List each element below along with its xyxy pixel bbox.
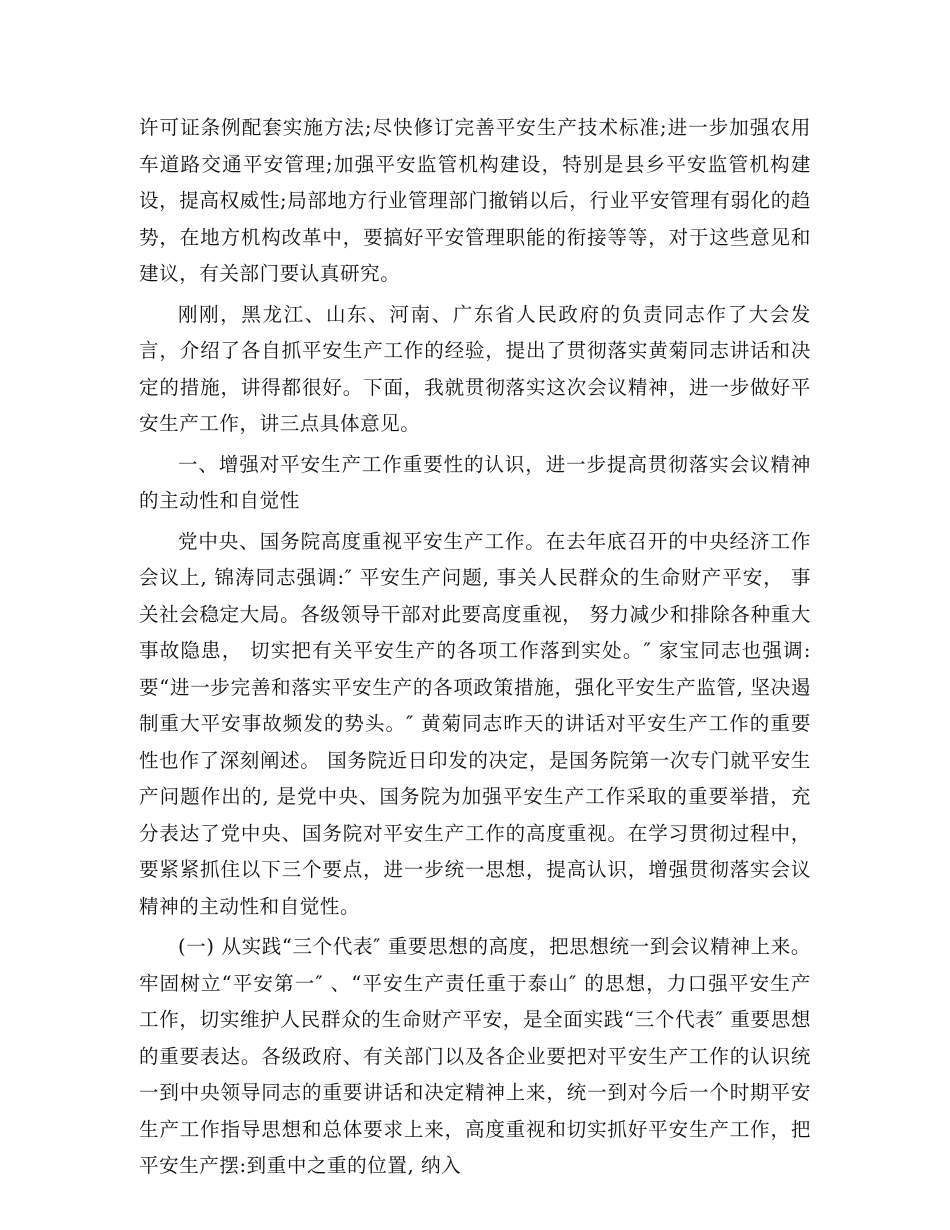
paragraph-speakers-intro: 刚刚，黑龙江、山东、河南、广东省人民政府的负责同志作了大会发言，介绍了各自抓平安生产工作的经验，提出了贯彻落实黄菊同志讲话和决定的措施，讲得都很好。下面，我就贯彻落实这次会议精神，进一步做好平安生产工作，讲三点具体意见。 xyxy=(139,302,811,435)
document-page xyxy=(139,110,811,1189)
paragraph-central-importance: 党中央、国务院高度重视平安生产工作。在去年底召开的中央经济工作会议上, 锦涛同志强调:″ 平安生产问题, 事关人民群众的生命财产平安， 事关社会稳定大局。各级领导干部对此要高度重视， 努力减少和排除各种重大事故隐患， 切实把有关平安生产的各项工作落到实处。″ 家宝同志也强调:要“进一步完善和落实平安生产的各项政策措施，强化平安生产监管, 坚决遏制重大平安事故频发的势头。″ 黄菊同志昨天的讲话对平安生产工作的重要性也作了深刻阐述。 国务院近日印发的决定，是国务院第一次专门就平安生产问题作出的, 是党中央、国务院为加强平安生产工作采取的重要举措，充分表达了党中央、国务院对平安生产工作的高度重视。在学习贯彻过程中，要紧紧抓住以下三个要点，进一步统一思想，提高认识，增强贯彻落实会议精神的主动性和自觉性。 xyxy=(139,529,811,918)
paragraph-continued: 许可证条例配套实施方法;尽快修订完善平安生产技术标准;进一步加强农用车道路交通平安管理;加强平安监管机构建设，特别是县乡平安监管机构建设，提高权威性;局部地方行业管理部门撤销以后，行业平安管理有弱化的趋势，在地方机构改革中，要搞好平安管理职能的衔接等等，对于这些意见和建议，有关部门要认真研究。 xyxy=(139,116,811,285)
paragraph-three-represents: (一) 从实践“三个代表″ 重要思想的高度，把思想统一到会议精神上来。牢固树立“平安第一″ 、“平安生产责任重于泰山″ 的思想，力口强平安生产工作，切实维护人民群众的生命财产平安，是全面实践“三个代表″ 重要思想的重要表达。各级政府、有关部门以及各企业要把对平安生产工作的认识统一到中央领导同志的重要讲话和决定精神上来，统一到对今后一个时期平安生产工作指导思想和总体要求上来，高度重视和切实抓好平安生产工作，把平安生产摆:到重中之重的位置, 纳入 xyxy=(139,935,811,1177)
section-heading-1: 一、增强对平安生产工作重要性的认识，进一步提高贯彻落实会议精神的主动性和自觉性 xyxy=(139,452,811,512)
